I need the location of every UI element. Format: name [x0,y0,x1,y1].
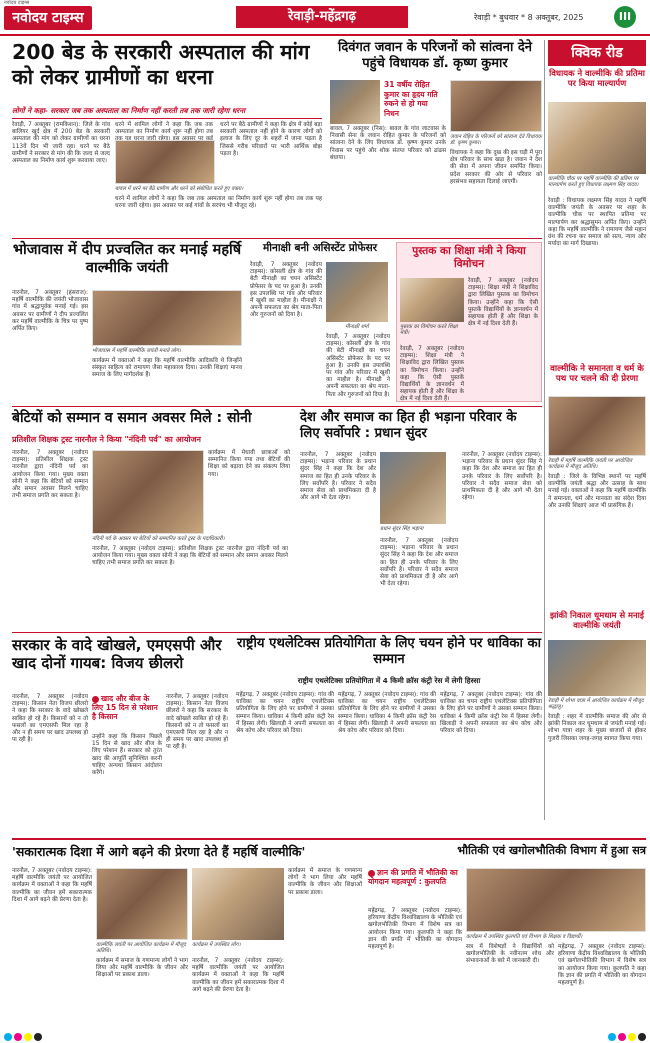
lead-rule [12,118,322,119]
professor-caption: मीनाक्षी शर्मा [345,324,369,330]
tribute-caption: जवान रोहित के परिजनों को सांत्वना देते विधायक डॉ. कृष्ण कुमार। [450,134,542,147]
section-rule-1 [12,238,542,239]
section-rule-4 [12,838,646,840]
quickread-body-2: रेवाड़ी : जिले के विभिन्न स्थानों पर महर्षि वाल्मीकि जयंती श्रद्धा और उत्साह के साथ मनाई गई। वक्ताओं ने कहा कि महर्षि वाल्मीकि ने समानता, धर्म और मानवता का संदेश दिया और उनकी शिक्षाएं आज भी प्रासंगिक हैं। [548,474,646,509]
section-title: रेवाड़ी-महेंद्रगढ़ [236,6,408,28]
quickread-body-3: रेवाड़ी : शहर में वाल्मीकि समाज की ओर से झांकी निकाल कर धूमधाम से जयंती मनाई गई। शोभा यात्रा शहर के मुख्य बाजारों से होकर गुजरी जिसका जगह-जगह स्वागत किया गया। [548,714,646,742]
library-headline: पुस्तक का शिक्षा मंत्री ने किया विमोचन [412,245,526,270]
quickread-headline: विधायक ने वाल्मीकि की प्रतिमा पर किया माल्यार्पण [549,68,645,89]
inspiration-caption-2: कार्यक्रम में उपस्थित लोग। [192,942,241,948]
bhojawas-caption: भोजावास में महर्षि वाल्मीकि जयंती मनाते लोग। [92,348,181,354]
tribute-headline: दिवंगत जवान के परिजनों को सांत्वना देने पहुंचे विधायक डॉ. कृष्ण कुमार [338,40,532,71]
library-caption: पुस्तक का विमोचन करते शिक्षा मंत्री। [400,324,458,337]
inspiration-photo-2 [192,868,284,940]
fertilizer-headline: सरकार के वादे खोखले, एमएसपी और खाद दोनों गायब: विजय छीलरो [12,636,222,673]
daughters-body-3: नारनौल, 7 अक्तूबर (नवोदय टाइम्स): प्रतिशील शिक्षक ट्रस्ट नारनौल द्वारा नंदिनी पर्व का आयोजन किया गया। मुख्य वक्ता सोनी ने कहा कि बेटियों को सम्मान और समान अवसर मिलने चाहिए तभी समाज प्रगति कर सकता है। [92,546,288,567]
sundar-photo [380,452,446,524]
fertilizer-sidebox-text: खाद और बीज के लिए 15 दिन से परेशान है किसान [92,694,158,721]
quickread-photo-3 [548,640,646,696]
inspiration-headline: 'सकारात्मक दिशा में आगे बढ़ने की प्रेरणा देते हैं महर्षि वाल्मीकि' [12,844,306,859]
lead-headline: 200 बेड के सरकारी अस्पताल की मांग को लेकर ग्रामीणों का धरना [12,40,310,89]
physics-body: महेंद्रगढ़, 7 अक्तूबर (नवोदय टाइम्स): हरियाणा केंद्रीय विश्वविद्यालय के भौतिकी एवं खगोलभौतिकी विभाग में विशेष सत्र का आयोजन किया गया। कुलपति ने कहा कि ज्ञान की प्रगति में भौतिकी का योगदान महत्वपूर्ण है। [368,908,462,951]
quickread-photo [548,102,646,174]
inspiration-body-3: नारनौल, 7 अक्तूबर (नवोदय टाइम्स): महर्षि वाल्मीकि जयंती पर आयोजित कार्यक्रम में वक्ताओं ने कहा कि महर्षि वाल्मीकि का जीवन हमें सकारात्मक दिशा में आगे बढ़ने की प्रेरणा देता है। [192,958,284,993]
quickread-caption: वाल्मीकि चौक पर महर्षि वाल्मीकि की प्रतिमा पर माल्यार्पण करते हुए विधायक लक्ष्मण सिंह यादव। [548,176,639,189]
masthead-cut-note: नवोदय टाइम्स [4,0,30,6]
inspiration-photo-1 [96,868,188,940]
bullet-icon [368,870,375,877]
registration-mark [4,1033,12,1041]
sundar-caption: प्रधान सुंदर सिंह भड़ाना [380,526,424,532]
inspiration-caption-1: वाल्मीकि जयंती पर आयोजित कार्यक्रम में मौजूद अतिथि। [96,942,186,955]
lead-body-2: धरने पर बैठे ग्रामीणों ने कहा कि क्षेत्र में कोई बड़ा सरकारी अस्पताल नहीं होने के कारण लोगों को इलाज के लिए दूर के शहरों में जाना पड़ता है जिससे गरीब परिवारों पर भारी आर्थिक बोझ पड़ता है। [220,122,322,157]
daughters-body: नारनौल, 7 अक्तूबर (नवोदय टाइम्स): प्रतिशील शिक्षक ट्रस्ट नारनौल द्वारा नंदिनी पर्व का आयोजन किया गया। मुख्य वक्ता सोनी ने कहा कि बेटियों को सम्मान और समान अवसर मिलने चाहिए तभी समाज प्रगति कर सकता है। [12,450,88,500]
sundar-body: नारनौल, 7 अक्तूबर (नवोदय टाइम्स): भड़ाना परिवार के प्रधान सुंदर सिंह ने कहा कि देश और समाज का हित ही उनके परिवार के लिए सर्वोपरि है। परिवार ने सदैव समाज सेवा को प्राथमिकता दी है और आगे भी देता रहेगा। [300,452,376,502]
library-body: रेवाड़ी, 7 अक्तूबर (नवोदय टाइम्स): शिक्षा मंत्री ने शिक्षाविद द्वारा लिखित पुस्तक का विमोचन किया। उन्होंने कहा कि ऐसी पुस्तकें विद्यार्थियों के ज्ञानवर्धन में सहायक होती हैं और शिक्षा के क्षेत्र में नई दिशा देती हैं। [468,278,538,328]
quickread-label: क्विक रीड [548,40,646,66]
professor-photo [326,262,388,322]
registration-mark [638,1033,646,1041]
tribute-body-1: बावल, 7 अक्तूबर (निस): बावल के गांव जाटवास के निवासी सेना के जवान रोहित कुमार के परिजनों को सांत्वना देने के लिए विधायक डॉ. कृष्ण कुमार उनके निवास पर पहुंचे और शोक संतप्त परिवार को ढांढस बंधाया। [330,126,446,161]
quickread-caption-2: रेवाड़ी में महर्षि वाल्मीकि जयंती पर आयोजित कार्यक्रम में मौजूद अतिथि। [548,458,633,471]
tribute-portrait [330,80,380,124]
registration-mark [24,1033,32,1041]
quickread-caption-3: रेवाड़ी में शोभा यात्रा में आयोजित कार्यक्रम में मौजूद श्रद्धालु। [548,698,644,711]
section-rule-2 [12,406,542,407]
library-photo [400,278,464,322]
issue-date: रेवाड़ी * बुधवार * 8 अक्तूबर, 2025 [474,13,584,22]
athletics-headline: राष्ट्रीय एथलेटिक्स प्रतियोगिता के लिए चयन होने पर धाविका का सम्मान [236,636,541,668]
bhojawas-photo [92,290,242,346]
quickread-body: रेवाड़ी : विधायक लक्ष्मण सिंह यादव ने महर्षि वाल्मीकि जयंती के अवसर पर शहर के वाल्मीकि चौक पर स्थापित प्रतिमा पर माल्यार्पण कर श्रद्धासुमन अर्पित किए। उन्होंने कहा कि महर्षि वाल्मीकि ने रामायण जैसे महान ग्रंथ की रचना कर समाज को सत्य, न्याय और मर्यादा का मार्ग दिखाया। [548,198,646,248]
sundar-headline: देश और समाज का हित ही भड़ाना परिवार के लिए सर्वोपरि : प्रधान सुंदर [300,410,517,442]
inspiration-body-2: कार्यक्रम में समाज के गणमान्य लोगों ने भाग लिया और महर्षि वाल्मीकि के जीवन और शिक्षाओं पर प्रकाश डाला। [96,958,188,979]
bhojawas-headline: भोजावास में दीप प्रज्वलित कर मनाई महर्षि वाल्मीकि जयंती [12,242,242,276]
daughters-headline: बेटियों को सम्मान व समान अवसर मिले : सोनी [12,410,252,426]
lead-body-3b: धरने में शामिल लोगों ने कहा कि जब तक अस्पताल का निर्माण कार्य शुरू नहीं होगा तब तक यह धरना जारी रहेगा। इस अवसर पर कई गांवों के सरपंच भी मौजूद रहे। [115,196,322,210]
physics-photo [466,868,646,932]
library-body-2: रेवाड़ी, 7 अक्तूबर (नवोदय टाइम्स): शिक्षा मंत्री ने शिक्षाविद द्वारा लिखित पुस्तक का विमोचन किया। उन्होंने कहा कि ऐसी पुस्तकें विद्यार्थियों के ज्ञानवर्धन में सहायक होती हैं और शिक्षा के क्षेत्र में नई दिशा देती हैं। [400,346,464,403]
athletics-body: महेंद्रगढ़, 7 अक्तूबर (नवोदय टाइम्स): गांव की धाविका का चयन राष्ट्रीय एथलेटिक्स प्रतियोगिता के लिए होने पर ग्रामीणों ने उसका सम्मान किया। धाविका 4 किमी क्रॉस कंट्री रेस में हिस्सा लेगी। खिलाड़ी ने अपनी सफलता का श्रेय कोच और परिवार को दिया। [236,692,334,735]
physics-side-head: ज्ञान की प्रगति में भौतिकी का योगदान महत्वपूर्ण : कुलपति [368,868,458,887]
tribute-kicker: 31 वर्षीय रोहित कुमार का हृदय गति रुकने से हो गया निधन [384,80,438,118]
quickread-head-2: वाल्मीकि ने समानता व धर्म के पथ पर चलने की दी प्रेरणा [550,364,644,385]
fertilizer-body: नारनौल, 7 अक्तूबर (नवोदय टाइम्स): किसान नेता विजय छीलरो ने कहा कि सरकार के वादे खोखले साबित हो रहे हैं। किसानों को न तो फसलों का एमएसपी मिल रहा है और न ही समय पर खाद उपलब्ध हो पा रही है। [12,694,88,744]
athletics-body-3: महेंद्रगढ़, 7 अक्तूबर (नवोदय टाइम्स): गांव की धाविका का चयन राष्ट्रीय एथलेटिक्स प्रतियोगिता के लिए होने पर ग्रामीणों ने उसका सम्मान किया। धाविका 4 किमी क्रॉस कंट्री रेस में हिस्सा लेगी। खिलाड़ी ने अपनी सफलता का श्रेय कोच और परिवार को दिया। [440,692,542,735]
registration-mark [14,1033,22,1041]
daughters-subhead: प्रतिशील शिक्षक ट्रस्ट नारनौल ने किया "नंदिनी पर्व" का आयोजन [12,435,201,444]
physics-side-head-block [368,868,462,904]
newspaper-logo: नवोदय टाइम्स [4,6,92,30]
lead-body-1: रेवाड़ी, 7 अक्तूबर (रामकिशन): जिले के गांव बालियर खुर्द क्षेत्र में 200 बेड के सरकारी अस्पताल की मांग को लेकर ग्रामीणों का धरना 113वें दिन भी जारी रहा। धरने पर बैठे ग्रामीणों ने सरकार से मांग की कि जल्द से जल्द अस्पताल का निर्माण कार्य शुरू करवाया जाए। [12,122,110,165]
lead-body-3: धरने में शामिल लोगों ने कहा कि जब तक अस्पताल का निर्माण कार्य शुरू नहीं होगा तब [115,122,213,136]
lead-subhead: लोगों ने कहा- सरकार जब तक अस्पताल का निर्माण नहीं करती तब तक जारी रहेगा धरना [12,106,246,115]
fertilizer-body-3: नारनौल, 7 अक्तूबर (नवोदय टाइम्स): किसान नेता विजय छीलरो ने कहा कि सरकार के वादे खोखले साबित हो रहे हैं। किसानों को न तो फसलों का एमएसपी मिल रहा है और न ही समय पर खाद उपलब्ध हो पा रही है। [166,694,228,751]
bhojawas-body: नारनौल, 7 अक्तूबर (हंसराज): महर्षि वाल्मीकि की जयंती भोजावास गांव में श्रद्धापूर्वक मनाई गई। इस अवसर पर ग्रामीणों ने दीप प्रज्वलित कर महर्षि वाल्मीकि के चित्र पर पुष्प अर्पित किए। [12,290,88,333]
professor-headline: मीनाक्षी बनी असिस्टेंट प्रोफेसर [263,242,377,254]
professor-body: रेवाड़ी, 7 अक्तूबर (नवोदय टाइम्स): कोसली क्षेत्र के गांव की बेटी मीनाक्षी का चयन असिस्टेंट प्रोफेसर के पद पर हुआ है। उनकी इस उपलब्धि पर गांव और परिवार में खुशी का माहौल है। मीनाक्षी ने अपनी सफलता का श्रेय माता-पिता और गुरुजनों को दिया है। [250,262,322,319]
inspiration-body-4: कार्यक्रम में समाज के गणमान्य लोगों ने भाग लिया और महर्षि वाल्मीकि के जीवन और शिक्षाओं पर प्रकाश डाला। [288,868,362,896]
tribute-photo [450,80,542,132]
registration-mark [628,1033,636,1041]
masthead [0,0,650,36]
athletics-body-2: महेंद्रगढ़, 7 अक्तूबर (नवोदय टाइम्स): गांव की धाविका का चयन राष्ट्रीय एथलेटिक्स प्रतियोगिता के लिए होने पर ग्रामीणों ने उसका सम्मान किया। धाविका 4 किमी क्रॉस कंट्री रेस में हिस्सा लेगी। खिलाड़ी ने अपनी सफलता का श्रेय कोच और परिवार को दिया। [338,692,436,735]
daughters-photo [92,450,204,534]
physics-body-2: सत्र में विशेषज्ञों ने विद्यार्थियों को खगोलभौतिकी के नवीनतम शोध और संभावनाओं के बारे में जानकारी दी। [466,944,554,965]
inspiration-body: नारनौल, 7 अक्तूबर (नवोदय टाइम्स): महर्षि वाल्मीकि जयंती पर आयोजित कार्यक्रम में वक्ताओं ने कहा कि महर्षि वाल्मीकि का जीवन हमें सकारात्मक दिशा में आगे बढ़ने की प्रेरणा देता है। [12,868,92,903]
physics-caption: कार्यक्रम में उपस्थित कुलपति एवं विभाग के शिक्षक व विद्यार्थी। [466,934,583,940]
professor-body-2: रेवाड़ी, 7 अक्तूबर (नवोदय टाइम्स): कोसली क्षेत्र के गांव की बेटी मीनाक्षी का चयन असिस्टेंट प्रोफेसर के पद पर हुआ है। उनकी इस उपलब्धि पर गांव और परिवार में खुशी का माहौल है। मीनाक्षी ने अपनी सफलता का श्रेय माता-पिता और गुरुजनों को दिया है। [326,334,390,398]
bullet-icon [92,696,99,703]
daughters-body-2: कार्यक्रम में मेधावी छात्राओं को सम्मानित किया गया तथा बेटियों की शिक्षा को बढ़ावा देने का संकल्प लिया गया। [208,450,290,478]
lead-caption: बावल में धरने पर बैठे ग्रामीण और धरने को संबोधित करते हुए वक्ता। [115,186,244,192]
section-rule-3 [12,632,542,633]
sundar-body-2: नारनौल, 7 अक्तूबर (नवोदय टाइम्स): भड़ाना परिवार के प्रधान सुंदर सिंह ने कहा कि देश और समाज का हित ही उनके परिवार के लिए सर्वोपरि है। परिवार ने सदैव समाज सेवा को प्राथमिकता दी है और आगे भी देता रहेगा। [380,538,458,588]
quickread-head-3: झांकी निकाल धूमधाम से मनाई वाल्मीकि जयंती [550,610,644,631]
column-divider [544,40,545,820]
fertilizer-sidebox [92,694,162,730]
lead-photo [115,140,215,184]
tribute-body-2: विधायक ने कहा कि दुख की इस घड़ी में पूरा क्षेत्र परिवार के साथ खड़ा है। जवान ने देश की सेवा में अपना जीवन समर्पित किया। प्रदेश सरकार की ओर से परिवार को हरसंभव सहायता दिलाई जाएगी। [450,150,542,185]
quickread-photo-2 [548,396,646,456]
registration-mark [34,1033,42,1041]
bhojawas-body-2: कार्यक्रम में वक्ताओं ने कहा कि महर्षि वाल्मीकि आदिकवि थे जिन्होंने संस्कृत साहित्य को रामायण जैसा महाकाव्य दिया। उनकी शिक्षाएं मानव समाज के लिए मार्गदर्शक हैं। [92,358,242,379]
registration-mark [608,1033,616,1041]
daughters-caption: नंदिनी पर्व के अवसर पर बेटियों को सम्मानित करते ट्रस्ट के पदाधिकारी। [92,536,225,542]
sundar-body-3: नारनौल, 7 अक्तूबर (नवोदय टाइम्स): भड़ाना परिवार के प्रधान सुंदर सिंह ने कहा कि देश और समाज का हित ही उनके परिवार के लिए सर्वोपरि है। परिवार ने सदैव समाज सेवा को प्राथमिकता दी है और आगे भी देता रहेगा। [462,452,542,502]
athletics-subhead: राष्ट्रीय एथलेटिक्स प्रतियोगिता में 4 किमी क्रॉस कंट्री रेस में लेगी हिस्सा [297,676,481,685]
page-number: III [614,6,636,28]
registration-mark [618,1033,626,1041]
physics-body-3: महेंद्रगढ़, 7 अक्तूबर (नवोदय टाइम्स): हरियाणा केंद्रीय विश्वविद्यालय के भौतिकी एवं खगोलभौतिकी विभाग में विशेष सत्र का आयोजन किया गया। कुलपति ने कहा कि ज्ञान की प्रगति में भौतिकी का योगदान महत्वपूर्ण है। [558,944,646,987]
physics-headline: भौतिकी एवं खगोलभौतिकी विभाग में हुआ सत्र [457,844,646,857]
fertilizer-body-2: उन्होंने कहा कि किसान पिछले 15 दिन से खाद और बीज के लिए परेशान हैं। सरकार को तुरंत खाद की आपूर्ति सुनिश्चित करनी चाहिए अन्यथा किसान आंदोलन करेंगे। [92,734,162,777]
